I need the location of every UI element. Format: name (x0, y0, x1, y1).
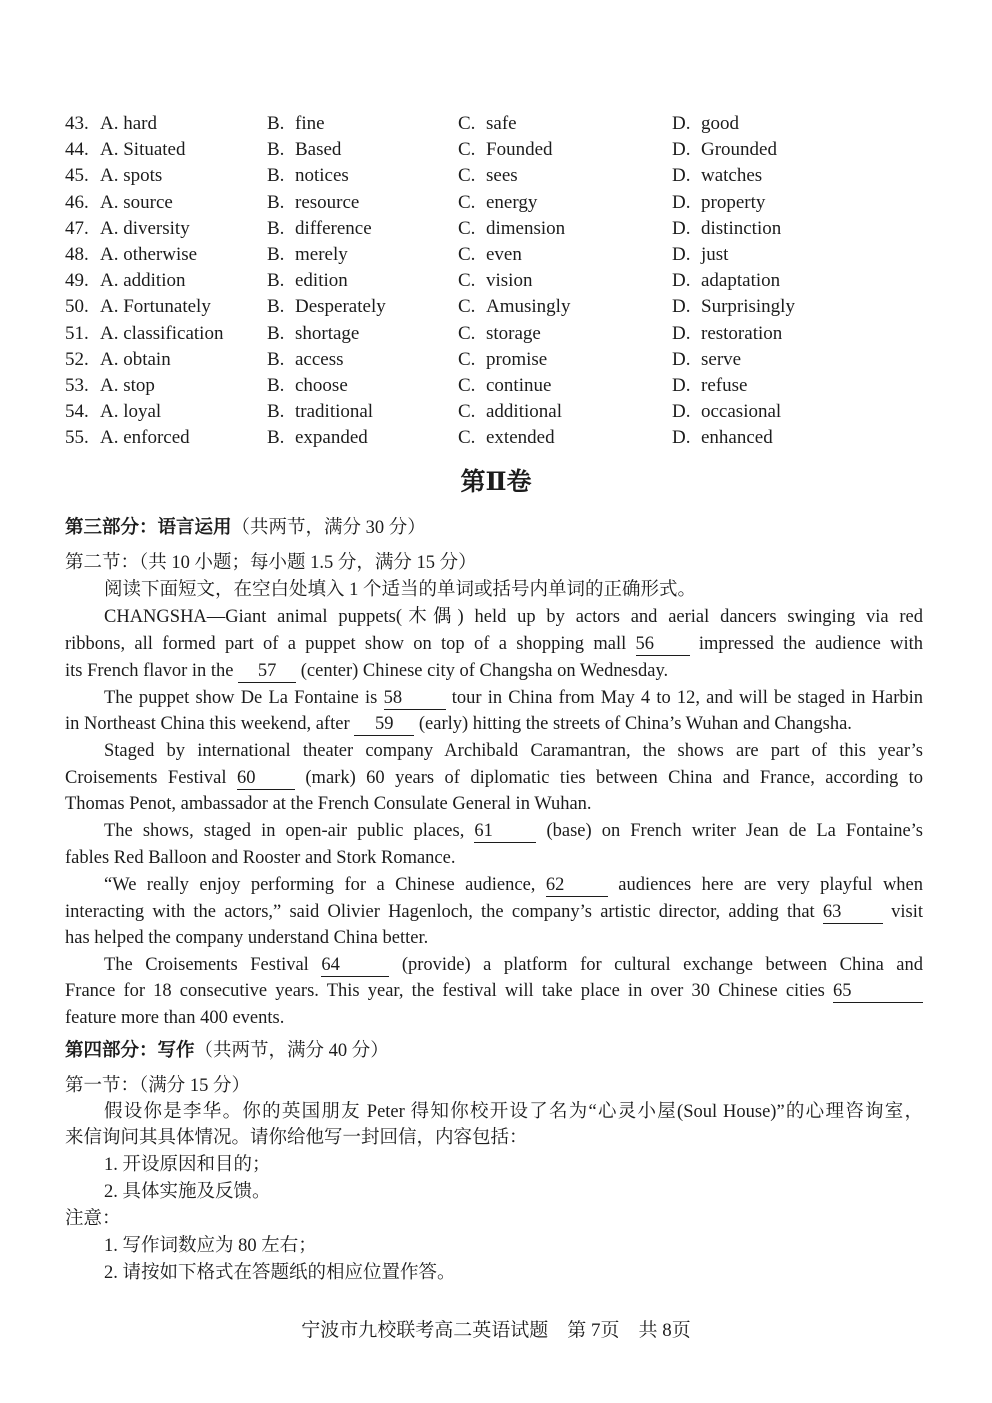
option-c: storage (486, 322, 541, 344)
option-d: refuse (701, 375, 748, 396)
option-letter: C. (458, 348, 476, 370)
option-c: promise (486, 348, 548, 370)
option-a: A. addition (100, 270, 186, 292)
passage-line: ribbons, all formed part of a puppet show on top of a shopping mall 56 impressed the audience with (65, 634, 924, 654)
option-c: Amusingly (486, 296, 571, 318)
option-row (0, 242, 992, 268)
option-row (0, 190, 992, 216)
option-c: extended (486, 427, 555, 449)
option-letter: B. (267, 427, 285, 449)
option-a: A. enforced (100, 427, 190, 449)
question-number: 46. (65, 191, 89, 213)
writing-requirement: 2. 具体实施及反馈。 (104, 1182, 271, 1202)
option-d: Surprisingly (701, 296, 795, 318)
option-d: serve (701, 348, 742, 370)
blank-60[interactable]: 60 (237, 767, 295, 790)
option-letter: D. (672, 191, 691, 213)
option-b: access (295, 348, 344, 370)
option-letter: C. (458, 401, 476, 423)
passage-line: The Croisements Festival 64 (provide) a platform for cultural exchange between China and (104, 955, 923, 975)
option-row (0, 268, 992, 294)
option-d: just (701, 244, 729, 265)
option-a: A. classification (100, 322, 224, 344)
passage-line: The shows, staged in open-air public places, 61 (base) on French writer Jean de La Fontaine’s (104, 821, 924, 841)
option-letter: C. (458, 427, 476, 449)
note-item: 1. 写作词数应为 80 左右； (104, 1236, 317, 1256)
option-letter: C. (458, 296, 476, 318)
option-letter: B. (267, 244, 285, 265)
option-b: expanded (295, 427, 368, 449)
question-number: 44. (65, 139, 89, 161)
option-row (0, 347, 992, 373)
option-a: A. source (100, 191, 173, 213)
option-d: property (701, 191, 766, 213)
option-letter: C. (458, 375, 476, 396)
option-b: notices (295, 165, 349, 187)
option-row (0, 216, 992, 242)
volume-title: 第Ⅱ卷 (460, 469, 532, 496)
option-letter: D. (672, 244, 691, 265)
option-d: restoration (701, 322, 783, 344)
option-letter: B. (267, 270, 285, 292)
passage-line: “We really enjoy performing for a Chinese audience, 62 audiences here are very playful when (104, 875, 924, 895)
option-b: shortage (295, 322, 360, 344)
question-number: 47. (65, 217, 89, 239)
blank-63[interactable]: 63 (823, 901, 883, 924)
option-c: even (486, 244, 522, 265)
option-d: enhanced (701, 427, 773, 449)
option-letter: C. (458, 270, 476, 292)
passage-line: Staged by international theater company Archibald Caramantran, the shows are part of this year’s (104, 741, 923, 761)
blank-62[interactable]: 62 (546, 874, 608, 897)
option-c: energy (486, 191, 538, 213)
passage-line: fables Red Balloon and Rooster and Stork Romance. (65, 848, 456, 868)
part4-title: 第四部分：写作 (65, 1041, 195, 1061)
question-number: 53. (65, 375, 89, 396)
passage-line: CHANGSHA—Giant animal puppets(木偶) held up by actors and aerial dancers swinging via red (104, 607, 923, 627)
option-c: safe (486, 113, 517, 134)
option-b: merely (295, 244, 348, 265)
page-footer: 宁波市九校联考高二英语试题 第 7页 共 8页 (301, 1320, 691, 1341)
option-letter: B. (267, 217, 285, 239)
blank-64[interactable]: 64 (321, 954, 389, 977)
option-c: Founded (486, 139, 553, 161)
question-number: 50. (65, 296, 89, 318)
option-b: choose (295, 375, 348, 396)
option-letter: D. (672, 113, 691, 134)
option-letter: B. (267, 348, 285, 370)
passage-line: in Northeast China this weekend, after 59 (early) hitting the streets of China’s Wuhan and Changsha. (65, 714, 852, 734)
option-letter: D. (672, 139, 691, 161)
option-a: A. Fortunately (100, 296, 211, 318)
option-b: traditional (295, 401, 374, 423)
question-number: 49. (65, 270, 89, 292)
option-letter: D. (672, 375, 691, 396)
passage-line: The puppet show De La Fontaine is 58 tour in China from May 4 to 12, and will be staged in Harbin (104, 688, 924, 708)
option-letter: D. (672, 348, 691, 370)
option-b: resource (295, 191, 360, 213)
option-letter: D. (672, 270, 691, 292)
blank-61[interactable]: 61 (474, 820, 536, 843)
option-a: A. loyal (100, 401, 162, 423)
writing-requirement: 1. 开设原因和目的； (104, 1155, 271, 1175)
passage-line: its French flavor in the 57 (center) Chinese city of Changsha on Wednesday. (65, 661, 669, 681)
option-letter: D. (672, 401, 691, 423)
option-letter: D. (672, 322, 691, 344)
blank-65[interactable]: 65 (833, 980, 923, 1003)
option-letter: D. (672, 296, 691, 318)
option-row (0, 425, 992, 451)
option-row (0, 163, 992, 189)
option-d: distinction (701, 217, 782, 239)
section2-instruction: 阅读下面短文，在空白处填入 1 个适当的单词或括号内单词的正确形式。 (104, 580, 697, 600)
option-d: Grounded (701, 139, 777, 161)
option-letter: B. (267, 139, 285, 161)
option-c: sees (486, 165, 518, 187)
option-c: continue (486, 375, 552, 396)
option-a: A. otherwise (100, 244, 198, 265)
option-a: A. Situated (100, 139, 186, 161)
question-number: 51. (65, 322, 89, 344)
writing-prompt: 假设你是李华。你的英国朋友 Peter 得知你校开设了名为“心灵小屋(Soul House)”的心理咨询室， (104, 1102, 923, 1122)
option-letter: B. (267, 375, 285, 396)
question-number: 55. (65, 427, 89, 449)
blank-58[interactable]: 58 (384, 687, 446, 710)
option-letter: B. (267, 322, 285, 344)
option-b: Desperately (295, 296, 386, 318)
question-number: 54. (65, 401, 89, 423)
option-a: A. diversity (100, 217, 190, 239)
option-d: adaptation (701, 270, 781, 292)
writing-section-title: 第一节：（满分 15 分） (65, 1076, 251, 1096)
option-row (0, 294, 992, 320)
question-number: 52. (65, 348, 89, 370)
option-c: additional (486, 401, 562, 423)
option-letter: D. (672, 165, 691, 187)
writing-prompt: 来信询问其具体情况。请你给他写一封回信，内容包括： (65, 1128, 528, 1148)
passage-line: feature more than 400 events. (65, 1008, 285, 1028)
option-d: good (701, 113, 739, 134)
option-letter: B. (267, 401, 285, 423)
option-letter: C. (458, 139, 476, 161)
option-b: Based (295, 139, 342, 161)
option-a: A. obtain (100, 348, 171, 370)
option-d: watches (701, 165, 763, 187)
part3-heading (65, 515, 923, 541)
option-letter: B. (267, 296, 285, 318)
option-b: fine (295, 113, 325, 134)
passage-line: has helped the company understand China better. (65, 928, 429, 948)
part3-title: 第三部分：语言运用 (65, 518, 232, 538)
option-letter: D. (672, 217, 691, 239)
option-row (0, 111, 992, 137)
passage-line: interacting with the actors,” said Olivier Hagenloch, the company’s artistic director, adding that 63 visit (65, 902, 924, 922)
option-letter: C. (458, 113, 476, 134)
option-letter: D. (672, 427, 691, 449)
question-number: 43. (65, 113, 89, 134)
note-item: 2. 请按如下格式在答题纸的相应位置作答。 (104, 1263, 456, 1283)
question-number: 48. (65, 244, 89, 265)
option-letter: C. (458, 244, 476, 265)
option-d: occasional (701, 401, 782, 423)
blank-57[interactable]: 57 (238, 660, 296, 683)
option-letter: C. (458, 322, 476, 344)
option-row (0, 137, 992, 163)
passage-line: France for 18 consecutive years. This year, the festival will take place in over 30 Chinese cities 65 (65, 978, 923, 1004)
passage-line: Croisements Festival 60 (mark) 60 years of diplomatic ties between China and France, according to (65, 768, 924, 788)
option-row (0, 321, 992, 347)
option-letter: B. (267, 191, 285, 213)
option-letter: C. (458, 217, 476, 239)
option-row (0, 373, 992, 399)
option-letter: C. (458, 165, 476, 187)
part4-heading (65, 1038, 923, 1064)
passage-line: Thomas Penot, ambassador at the French Consulate General in Wuhan. (65, 794, 592, 814)
option-a: A. spots (100, 165, 163, 187)
option-letter: B. (267, 165, 285, 187)
note-label: 注意： (65, 1209, 121, 1229)
option-b: difference (295, 217, 372, 239)
section2-title: 第二节：（共 10 小题；每小题 1.5 分，满分 15 分） (65, 553, 477, 573)
option-letter: B. (267, 113, 285, 134)
option-b: edition (295, 270, 348, 292)
part4-score: （共两节，满分 40 分） (194, 1041, 389, 1061)
option-c: dimension (486, 217, 566, 239)
option-a: A. stop (100, 375, 155, 396)
option-a: A. hard (100, 113, 157, 134)
option-letter: C. (458, 191, 476, 213)
option-row (0, 399, 992, 425)
blank-56[interactable]: 56 (636, 633, 690, 656)
blank-59[interactable]: 59 (354, 713, 414, 736)
option-c: vision (486, 270, 533, 292)
question-number: 45. (65, 165, 89, 187)
part3-score: （共两节，满分 30 分） (231, 518, 426, 538)
